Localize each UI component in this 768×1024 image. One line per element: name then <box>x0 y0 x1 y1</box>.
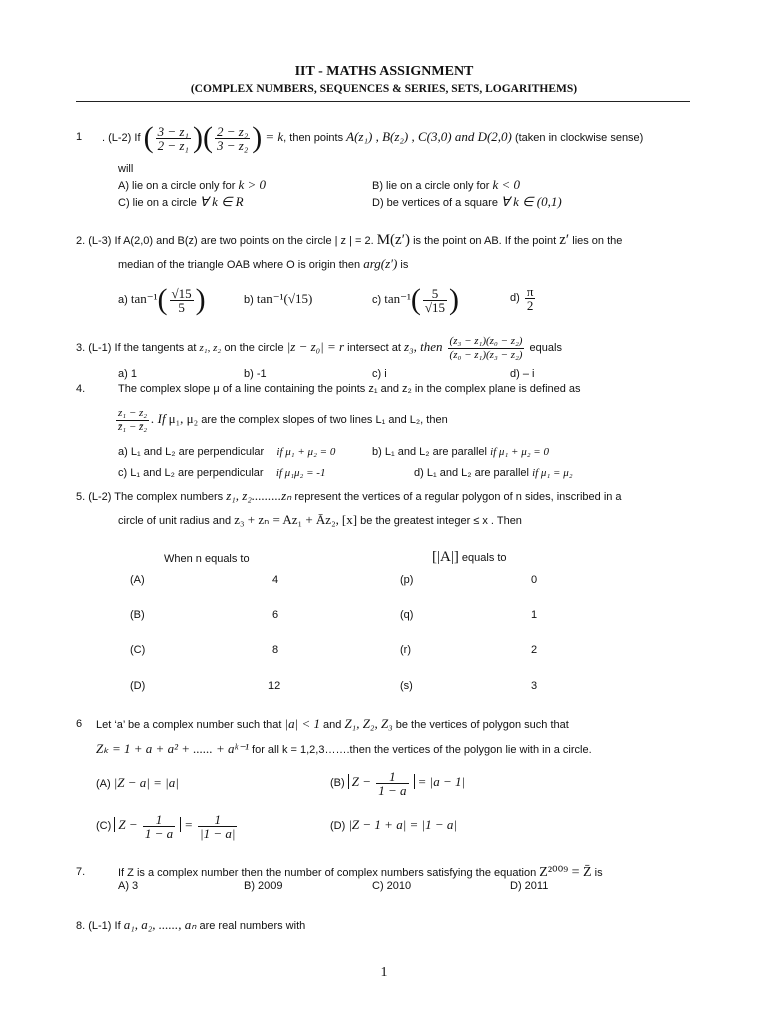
q6-number: 6 <box>76 718 83 730</box>
q5-row-label: (D) <box>130 680 146 692</box>
q3-intersect: intersect at <box>347 342 401 354</box>
q3-stem <box>76 330 562 365</box>
q3-circle-eq: |z − z₀| = r <box>286 339 345 354</box>
q2-line-1-text: 2. (L-3) If A(2,0) and B(z) are two points on the circle | z | = 2. <box>76 235 374 247</box>
q2-line-1 <box>76 232 622 249</box>
q1-option-a-text: A) lie on a circle only for <box>118 180 236 192</box>
q6-option-c: (C) Z − $\frac{1}{1 - a}$ = $\frac{1}{|1 - a|}$ <box>96 811 236 841</box>
q3-z12: z₁, z₂ <box>199 342 222 354</box>
q5-bracket: [x] <box>341 512 358 527</box>
q5-line-1-text: represent the vertices of a regular polygon of n sides, inscribed in a <box>294 491 622 503</box>
q2-option-b-math: tan⁻¹(√15) <box>256 291 313 306</box>
q2-option-a: a) tan⁻¹( $\frac{√15}{5}$ ) <box>118 283 206 317</box>
q1-option-d-math: ∀ k ∈ (0,1) <box>501 194 562 209</box>
q2-option-c-den: √15 <box>424 299 446 315</box>
q1-option-d <box>372 194 562 210</box>
q1-will: will <box>118 163 134 175</box>
q5-row-label: (A) <box>130 574 145 586</box>
page-title: IIT - MATHS ASSIGNMENT <box>294 64 474 79</box>
q5-row-value: 12 <box>268 680 281 692</box>
q1-stem: . (L-2) If ( $\frac{\text{3 − z₁}}{\text{2 − z₁}}$ )( $\frac{\text{2 − z₂}}{\text{3 − z₂}}$ ) = k, then points A(z₁) , B(z₂) , C(3,0) and D(2,0) (taken in clockwise sense) <box>102 121 644 155</box>
q1-option-c-text: C) lie on a circle <box>118 197 197 209</box>
q6-option-b-den: 1 − a <box>378 782 407 798</box>
q4-option-a-text: a) L₁ and L₂ are perpendicular <box>118 446 265 458</box>
q2-line-1b: is the point on AB. If the point <box>413 235 557 247</box>
q4-option-a-math: if μ₁ + μ₂ = 0 <box>276 446 336 458</box>
q6-option-b-rhs: = |a − 1| <box>417 774 466 789</box>
q1-number: 1 <box>76 131 83 143</box>
q7-option-b: B) 2009 <box>244 880 283 892</box>
q1-f1-num: 3 − z₁ <box>157 123 189 139</box>
q6-option-b-label: (B) <box>330 777 345 789</box>
q1-clockwise: (taken in clockwise sense) <box>514 132 644 144</box>
q5-row-option: (r) <box>400 644 411 656</box>
q6-option-a-label: (A) <box>96 778 111 790</box>
q6-option-d-label: (D) <box>330 820 346 832</box>
q7-line <box>118 864 603 881</box>
q2-option-b-label: b) <box>244 294 254 306</box>
q3-option-a: a) 1 <box>118 368 137 380</box>
q6-option-d <box>330 817 457 833</box>
q6-option-d-math: |Z − 1 + a| = |1 − a| <box>348 817 457 832</box>
q4-option-b-text: b) L₁ and L₂ are parallel <box>372 446 487 458</box>
q1-option-b <box>372 177 520 193</box>
q5-row-option: (q) <box>400 609 414 621</box>
q2-zprime: z′ <box>559 232 570 248</box>
page-subtitle: (COMPLEX NUMBERS, SEQUENCES & SERIES, SETS, LOGARITHEMS) <box>190 83 578 95</box>
q6-option-c-label: (C) <box>96 820 112 832</box>
q4-option-b <box>372 446 549 458</box>
q3-on-circle: on the circle <box>224 342 284 354</box>
q7-option-a: A) 3 <box>118 880 139 892</box>
q6-cond: |a| < 1 <box>284 716 320 731</box>
header-rule <box>76 101 690 102</box>
q5-line-2a: circle of unit radius and <box>118 515 232 527</box>
q4-option-c-text: c) L₁ and L₂ are perpendicular <box>118 467 264 479</box>
q5-col1-header: When n equals to <box>164 553 250 565</box>
q5-line-2 <box>118 512 522 528</box>
q3-frac-den: (z₀ − z₁)(z₃ − z₂) <box>449 348 523 361</box>
q5-line-1 <box>76 488 622 504</box>
q6-line-2-text: for all k = 1,2,3…….then the vertices of the polygon lie with in a circle. <box>252 744 592 756</box>
q7-number: 7. <box>76 866 86 878</box>
question-8 <box>76 917 305 933</box>
q8-suffix: are real numbers with <box>199 920 306 932</box>
q2-mz: M(z′) <box>376 232 410 248</box>
q6-option-b <box>330 763 465 802</box>
q5-line-2b: be the greatest integer ≤ x . Then <box>360 515 522 527</box>
q5-row-label: (B) <box>130 609 145 621</box>
q2-option-c-label: c) <box>372 294 382 306</box>
q3-option-c: c) i <box>372 368 387 380</box>
q2-option-b <box>244 291 312 307</box>
q4-frac-den: z̄₁ − z̄₂ <box>118 420 148 433</box>
q2-line-2-text: median of the triangle OAB where O is origin then <box>118 259 361 271</box>
q4-option-a <box>118 446 335 458</box>
q4-option-d <box>414 467 573 479</box>
q4-option-c <box>118 467 325 479</box>
q6-option-a <box>96 775 179 791</box>
page-number: 1 <box>380 965 388 980</box>
q4-option-b-math: if μ₁ + μ₂ = 0 <box>490 446 549 458</box>
q1-prefix: . (L-2) If <box>102 132 141 144</box>
q6-zs: Z₁, Z₂, Z₃ <box>344 716 393 731</box>
q6-zk: Zₖ = 1 + a + a² + ...... + aᵏ⁻¹ <box>96 741 249 756</box>
q7-option-d: D) 2011 <box>510 880 549 892</box>
q7-is: is <box>594 867 603 879</box>
q1-option-b-text: B) lie on a circle only for <box>372 180 490 192</box>
q6-option-c-rnum: 1 <box>198 813 237 827</box>
q5-row-value: 8 <box>272 644 279 656</box>
q5-col2-bracket: [|A|] <box>432 549 459 565</box>
q1-f2-num: 2 − z₂ <box>216 123 249 139</box>
q7-line-text: If Z is a complex number then the number of complex numbers satisfying the equation <box>118 867 537 879</box>
q2-line-2 <box>118 256 408 272</box>
q2-option-d-label: d) <box>510 292 520 304</box>
q1-points: A(z₁) , B(z₂) , C(3,0) and D(2,0) <box>346 129 512 144</box>
q8-prefix: 8. (L-1) If <box>76 920 121 932</box>
q1-option-b-math: k < 0 <box>492 177 520 192</box>
q6-option-c-rden: |1 − a| <box>200 825 236 841</box>
q4-frac-num: z₁ − z₂ <box>118 406 148 419</box>
q6-and: and <box>323 719 342 731</box>
q3-frac-num: (z₃ − z₁)(z₀ − z₂) <box>449 334 523 347</box>
q2-arg: arg(z′) <box>363 256 398 271</box>
q4-number: 4. <box>76 383 86 395</box>
q4-line-1: The complex slope μ of a line containing the points z₁ and z₂ in the complex plane is defined as <box>118 383 581 395</box>
q3-prefix: 3. (L-1) If the tangents at <box>76 342 197 354</box>
q2-option-c-tan: tan⁻¹ <box>384 291 411 306</box>
q6-line-1a: Let ‘a’ be a complex number such that <box>96 719 282 731</box>
q7-eq: Z²⁰⁰⁹ = Z̄ <box>539 865 592 880</box>
q1-option-d-text: D) be vertices of a square <box>372 197 498 209</box>
q3-option-d: d) – i <box>510 368 535 380</box>
q3-option-b: b) -1 <box>244 368 267 380</box>
q5-row-label: (C) <box>130 644 146 656</box>
q2-option-c-num: 5 <box>423 287 447 301</box>
q3-equals: equals <box>529 342 562 354</box>
q6-line-2 <box>96 741 592 757</box>
q5-eq: z₃ + zₙ = Az₁ + Āz₂, <box>234 512 339 527</box>
q6-line-1b: be the vertices of polygon such that <box>395 719 569 731</box>
q5-row-answer: 1 <box>531 609 538 621</box>
q2-line-1c: lies on the <box>572 235 623 247</box>
q4-mu12: μ₁, μ₂ <box>168 411 199 426</box>
q5-row-option: (s) <box>400 680 413 692</box>
q1-f1-den: 2 − z₁ <box>157 137 189 153</box>
q5-row-option: (p) <box>400 574 414 586</box>
q4-line-2-text: are the complex slopes of two lines L₁ and L₂, then <box>201 414 448 426</box>
q3-z3then: z₃, then <box>404 339 443 354</box>
q4-line-2 <box>114 402 448 437</box>
q2-option-d <box>510 284 537 312</box>
q2-option-a-label: a) <box>118 294 128 306</box>
q2-option-a-num: √15 <box>171 285 192 301</box>
q5-prefix: 5. (L-2) The complex numbers <box>76 491 224 503</box>
q6-option-c-pre: Z − <box>118 817 138 832</box>
q4-option-d-text: d) L₁ and L₂ are parallel <box>414 467 529 479</box>
q2-option-c: c) tan⁻¹( $\frac{5}{√15}$ ) <box>372 283 460 317</box>
q4-if: . If <box>151 411 166 426</box>
q1-eq-k: = k <box>265 129 284 144</box>
q5-row-value: 6 <box>272 609 279 621</box>
q1-then-points: , then points <box>283 132 344 144</box>
q6-option-c-den: 1 − a <box>144 825 174 841</box>
q2-option-d-den: 2 <box>526 297 534 313</box>
q6-option-b-num: 1 <box>376 770 408 784</box>
q2-is: is <box>400 259 409 271</box>
q1-option-a-math: k > 0 <box>238 177 266 192</box>
q1-option-c <box>118 194 244 210</box>
q5-row-value: 4 <box>272 574 279 586</box>
q5-col2-header-text: equals to <box>461 552 507 564</box>
q2-option-a-tan: tan⁻¹ <box>130 291 158 306</box>
q1-option-c-math: ∀ k ∈ R <box>199 194 244 209</box>
q5-row-answer: 0 <box>531 574 538 586</box>
q5-row-answer: 2 <box>531 644 538 656</box>
q5-zs: z₁, z₂.........zₙ <box>226 488 292 503</box>
q6-option-a-math: |Z − a| = |a| <box>113 775 179 790</box>
q5-col2-header <box>432 549 507 566</box>
q6-option-c-num: 1 <box>143 813 175 827</box>
q7-option-c: C) 2010 <box>372 880 412 892</box>
q2-option-a-den: 5 <box>178 299 185 315</box>
q2-option-d-num: π <box>526 283 534 299</box>
q4-option-c-math: if μ₁μ₂ = -1 <box>275 467 326 479</box>
q4-option-d-math: if μ₁ = μ₂ <box>532 467 573 479</box>
q5-row-answer: 3 <box>531 680 538 692</box>
q6-option-b-pre: Z − <box>351 774 371 789</box>
q1-f2-den: 3 − z₂ <box>216 137 249 153</box>
q6-line-1 <box>96 716 569 732</box>
q1-option-a <box>118 177 266 193</box>
q8-as: a₁, a₂, ......, aₙ <box>123 917 197 932</box>
